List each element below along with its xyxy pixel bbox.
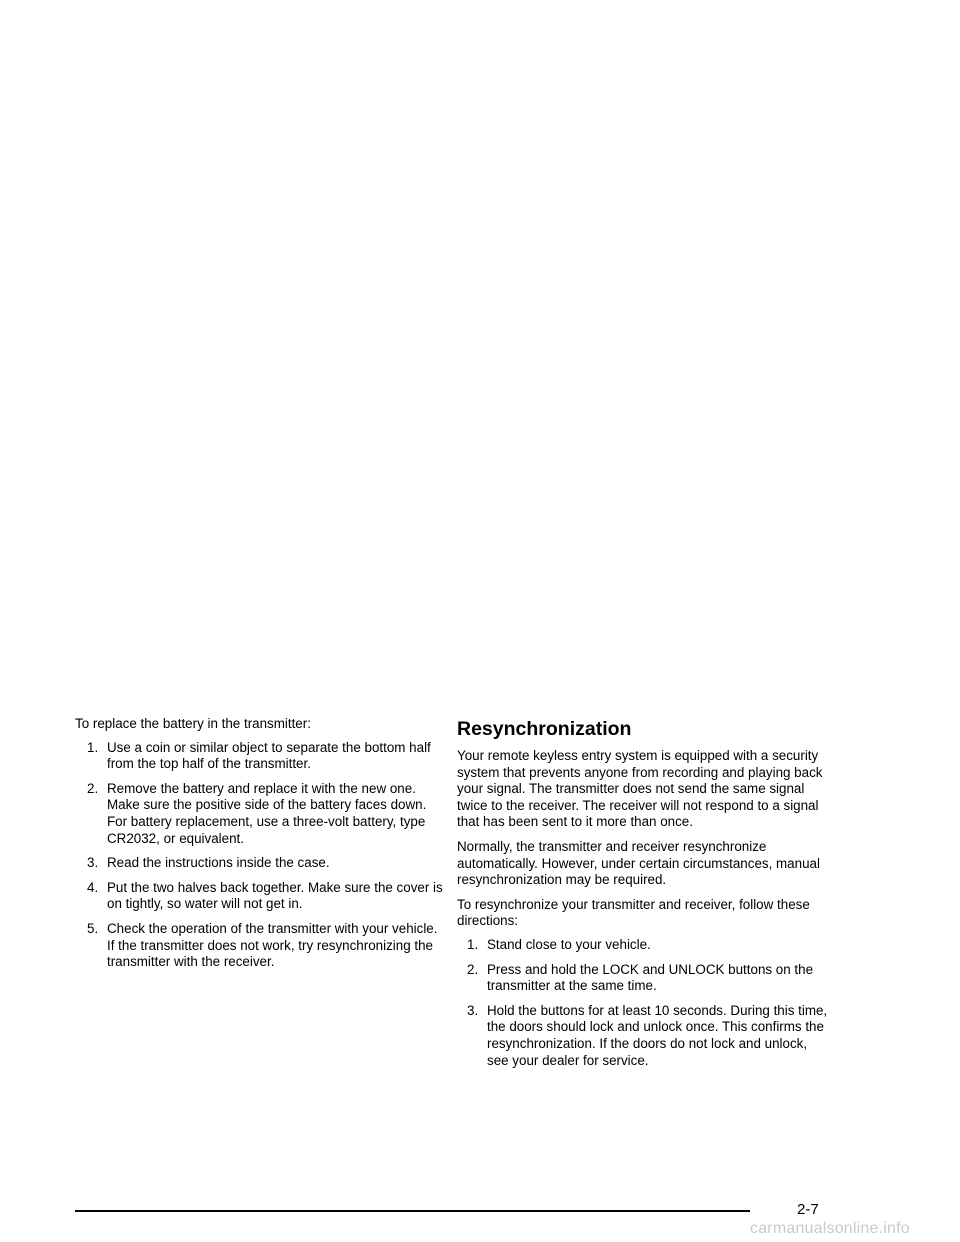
- step-number: 3.: [467, 1002, 479, 1018]
- list-item: [457, 962, 829, 995]
- resync-steps-list: [457, 937, 829, 1069]
- list-item: [75, 921, 445, 971]
- list-item: [75, 880, 445, 913]
- step-number: 1.: [87, 739, 99, 755]
- paragraph: Your remote keyless entry system is equipped with a security system that prevents anyone from recording and playing back your signal. The transmitter does not send the same signal twice to the receiver. The receiver will not respond to a signal that has been sent to it more than once.: [457, 748, 823, 830]
- left-column: [75, 716, 445, 979]
- step-number: 5.: [87, 920, 99, 936]
- step-text: Check the operation of the transmitter with your vehicle. If the transmitter does not work, try resynchronizing the transmitter with the receiver.: [107, 920, 438, 970]
- battery-intro: To replace the battery in the transmitter:: [75, 716, 311, 731]
- step-text: Hold the buttons for at least 10 seconds. During this time, the doors should lock and unlock once. This confirms the resynchronization. If the doors do not lock and unlock, see your dealer for service.: [487, 1002, 828, 1068]
- paragraph: Normally, the transmitter and receiver resynchronize automatically. However, under certain circumstances, manual resynchronization may be required.: [457, 838, 820, 888]
- step-text: Put the two halves back together. Make sure the cover is on tightly, so water will not get in.: [107, 879, 443, 912]
- right-column: [457, 718, 829, 1077]
- step-text: Press and hold the LOCK and UNLOCK buttons on the transmitter at the same time.: [487, 961, 814, 994]
- step-number: 2.: [467, 961, 479, 977]
- list-item: [75, 740, 445, 773]
- step-number: 3.: [87, 855, 99, 871]
- step-text: Use a coin or similar object to separate the bottom half from the top half of the transmitter.: [107, 739, 431, 772]
- page-number: 2-7: [797, 1201, 819, 1218]
- step-text: Stand close to your vehicle.: [487, 936, 651, 952]
- footer-rule: [75, 1210, 750, 1212]
- list-item: [75, 855, 445, 872]
- step-text: Read the instructions inside the case.: [107, 855, 330, 871]
- step-text: Remove the battery and replace it with the new one. Make sure the positive side of the battery faces down. For battery replacement, use a three-volt battery, type CR2032, or equivalent.: [107, 780, 427, 846]
- list-item: [75, 781, 445, 847]
- list-item: [457, 1003, 829, 1069]
- section-heading: Resynchronization: [457, 718, 632, 740]
- paragraph: To resynchronize your transmitter and receiver, follow these directions:: [457, 896, 810, 929]
- step-number: 1.: [467, 936, 479, 952]
- step-number: 2.: [87, 780, 99, 796]
- step-number: 4.: [87, 879, 99, 895]
- battery-steps-list: [75, 740, 445, 971]
- list-item: [457, 937, 829, 954]
- watermark: carmanualsonline.info: [750, 1220, 910, 1237]
